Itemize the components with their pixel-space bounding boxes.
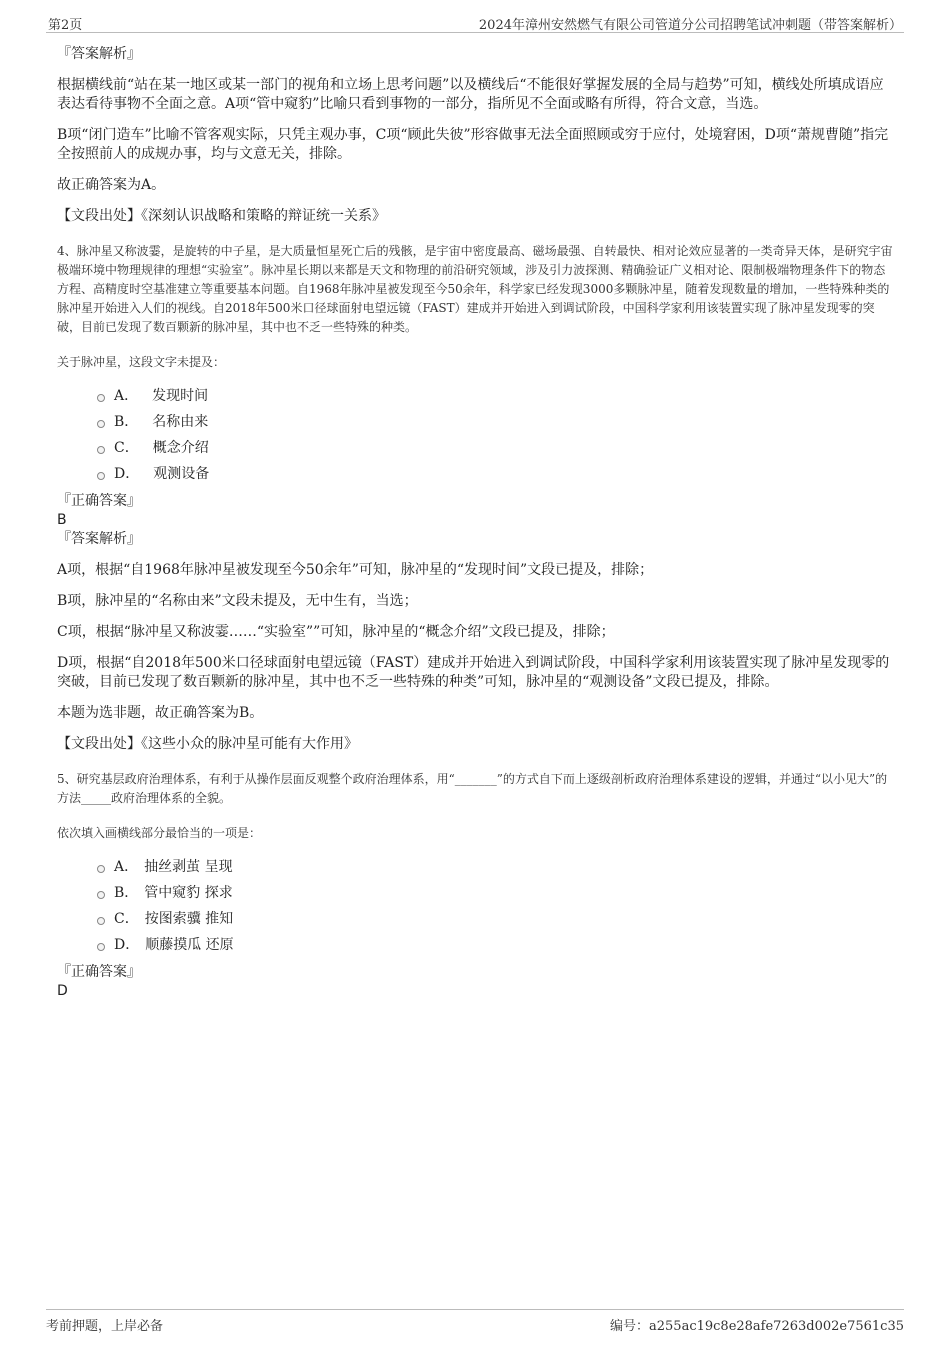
- q4-options: [97, 382, 897, 486]
- radio-icon[interactable]: [97, 446, 105, 454]
- q5-option-c[interactable]: C． 按图索骥 推知: [97, 905, 897, 931]
- radio-icon[interactable]: [97, 472, 105, 480]
- document-title: 2024年漳州安然燃气有限公司管道分公司招聘笔试冲刺题（带答案解析）: [478, 18, 902, 33]
- radio-icon[interactable]: [97, 394, 105, 402]
- radio-icon[interactable]: [97, 917, 105, 925]
- q4-analysis-a1: A项，根据“自1968年脉冲星被发现至今50余年”可知，脉冲星的“发现时间”文段已提及，排除；: [57, 562, 654, 578]
- q4-option-b[interactable]: B． 名称由来: [97, 408, 897, 434]
- radio-icon[interactable]: [97, 420, 105, 428]
- q4-analysis-a5: 本题为选非题，故正确答案为B。: [57, 705, 264, 721]
- q3-analysis-label: 『答案解析』: [57, 46, 141, 62]
- footer-slogan: 考前押题，上岸必备: [46, 1319, 164, 1334]
- q3-source: 【文段出处】《深刻认识战略和策略的辩证统一关系》: [57, 208, 386, 224]
- page-footer: [46, 1309, 904, 1334]
- q4-analysis-a4: D项，根据“自2018年500米口径球面射电望远镜（FAST）建成并开始进入到调试阶段，中国科学家利用该装置实现了脉冲星发现零的突破，目前已发现了数百颗新的脉冲星，其中也不乏一些特殊的种类”可知，脉冲星的“观测设备”文段已提及，排除。: [57, 655, 890, 690]
- q3-analysis-para2: B项“闭门造车”比喻不管客观实际，只凭主观办事，C项“顾此失彼”形容做事无法全面照顾或穷于应付，处境窘困，D项“萧规曹随”指完全按照前人的成规办事，均与文意无关，排除。: [57, 127, 889, 162]
- q5-option-a[interactable]: A． 抽丝剥茧 呈现: [97, 853, 897, 879]
- q4-option-c[interactable]: C． 概念介绍: [97, 434, 897, 460]
- q4-prompt: 关于脉冲星，这段文字未提及：: [57, 355, 226, 369]
- q5-correct-answer: D: [57, 983, 68, 999]
- q4-correct-label: 『正确答案』: [57, 493, 141, 509]
- q4-correct-answer: B: [57, 512, 67, 528]
- q4-option-a[interactable]: A． 发现时间: [97, 382, 897, 408]
- q4-analysis-a3: C项，根据“脉冲星又称波霎……“实验室””可知，脉冲星的“概念介绍”文段已提及，排除；: [57, 624, 615, 640]
- q5-options: [97, 853, 897, 957]
- q3-analysis-para3: 故正确答案为A。: [57, 177, 166, 193]
- q3-analysis-para1: 根据横线前“站在某一地区或某一部门的视角和立场上思考问题”以及横线后“不能很好掌握发展的全局与趋势”可知，横线处所填成语应表达看待事物不全面之意。A项“管中窥豹”比喻只看到事物的一部分，指所见不全面或略有所得，符合文意，当选。: [57, 77, 884, 112]
- q5-prompt: 依次填入画横线部分最恰当的一项是：: [57, 826, 262, 840]
- q4-analysis-a2: B项，脉冲星的“名称由来”文段未提及，无中生有，当选；: [57, 593, 418, 609]
- q4-option-d[interactable]: D． 观测设备: [97, 460, 897, 486]
- document-body: [57, 45, 897, 1001]
- radio-icon[interactable]: [97, 891, 105, 899]
- q5-correct-label: 『正确答案』: [57, 964, 141, 980]
- page-header: [46, 12, 904, 33]
- page-number: 第2页: [48, 18, 83, 33]
- q4-source: 【文段出处】《这些小众的脉冲星可能有大作用》: [57, 736, 358, 752]
- footer-serial: 编号：a255ac19c8e28afe7263d002e7561c35: [610, 1319, 904, 1334]
- q5-stem: 5、研究基层政府治理体系，有利于从操作层面反观整个政府治理体系，用“_______”的方式自下而上逐级剖析政府治理体系建设的逻辑，并通过“以小见大”的方法_____政府治理体系的全貌。: [57, 772, 888, 805]
- q5-option-d[interactable]: D． 顺藤摸瓜 还原: [97, 931, 897, 957]
- radio-icon[interactable]: [97, 943, 105, 951]
- q5-option-b[interactable]: B． 管中窥豹 探求: [97, 879, 897, 905]
- q4-analysis-label: 『答案解析』: [57, 531, 141, 547]
- q4-stem: 4、脉冲星又称波霎，是旋转的中子星，是大质量恒星死亡后的残骸，是宇宙中密度最高、磁场最强、自转最快、相对论效应显著的一类奇异天体，是研究宇宙极端环境中物理规律的理想“实验室”。脉冲星长期以来都是天文和物理的前沿研究领域，涉及引力波探测、精确验证广义相对论、限制极端物理条件下的物态方程、高精度时空基准建立等重要基本问题。自1968年脉冲星被发现至今50余年，科学家已经发现3000多颗脉冲星，随着发现数量的增加，一些特殊种类的脉冲星开始进入人们的视线。自2018年500米口径球面射电望远镜（FAST）建成并开始进入到调试阶段，中国科学家利用该装置实现了脉冲星发现零的突破，目前已发现了数百颗新的脉冲星，其中也不乏一些特殊的种类。: [57, 244, 893, 334]
- radio-icon[interactable]: [97, 865, 105, 873]
